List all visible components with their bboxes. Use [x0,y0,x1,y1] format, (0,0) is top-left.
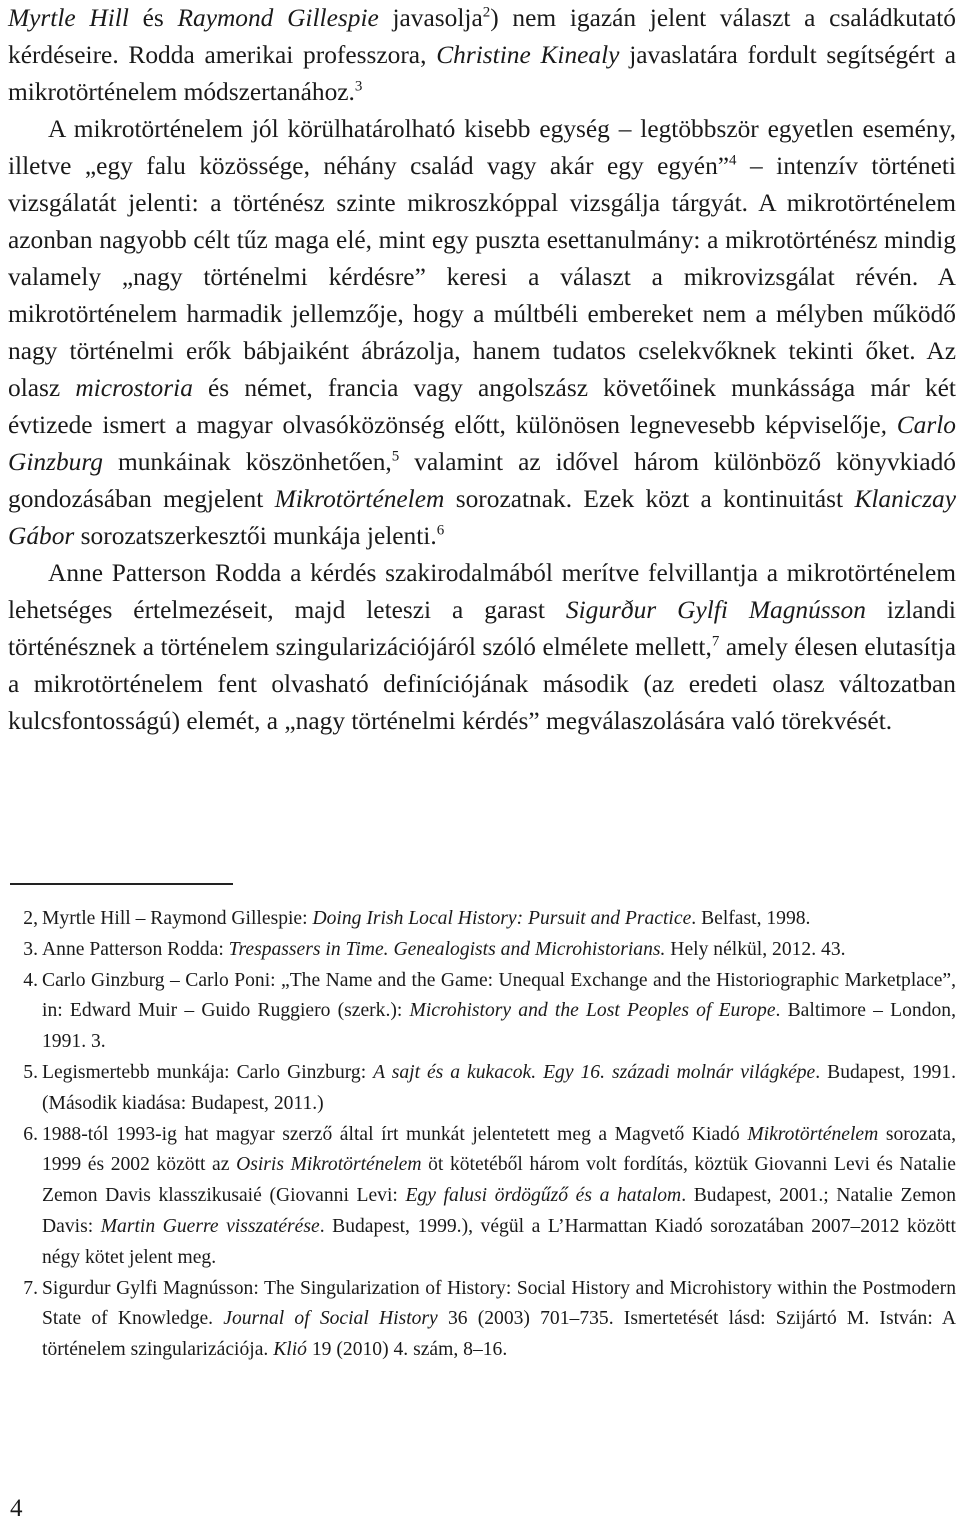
footnote-ref: 4 [729,152,737,169]
footnote-3: 3. Anne Patterson Rodda: Trespassers in Time. Genealogists and Microhistorians. Hely nélkül, 2012. 43. [0,935,956,966]
footnotes [0,904,956,1366]
footnote-ref: 5 [391,448,400,465]
footnote-ref: 3 [354,78,363,95]
footnote-number: 6. [23,1123,38,1145]
series-title: Osiris Mikrotörténelem [236,1154,422,1176]
series-title: Mikrotörténelem [747,1123,879,1145]
footnote-2: 2, Myrtle Hill – Raymond Gillespie: Doing Irish Local History: Pursuit and Practice. Belfast, 1998. [0,904,956,935]
book-title: A sajt és a kukacok. Egy 16. századi molnár világképe [373,1061,816,1083]
paragraph-1: Myrtle Hill és Raymond Gillespie javasolja$^2$) nem igazán jelent választ a családkutató kérdéseire. Rodda amerikai professzora, Christine Kinealy javaslatára fordult segítségért a mikrotörténelem módszertanához.$^3$ [8,4,956,106]
paragraph-2: A mikrotörténelem jól körülhatárolható kisebb egység – legtöbbször egyetlen esemény, illetve „egy falu közössége, néhány család vagy akár egy egyén”$^4$ – intenzív történeti vizsgálatát jelenti: a történész szinte mikroszkóppal vizsgálja tárgyát. A mikrotörténelem azonban nagyobb célt tűz maga elé, mint egy puszta esettanulmány: a mikrotörténész mindig valamely „nagy történelmi kérdésre” keresi a választ a mikrovizsgálat révén. A mikrotörténelem harmadik jellemzője, hogy a múltbéli embereket nem a mélyben működő nagy történelmi erők bábjaiként ábrázolja, hanem tudatos cselekvőknek tekinti őket. Az olasz microstoria és német, francia vagy angolszász követőinek munkássága már két évtizede ismert a magyar olvasóközönség előtt, különösen legnevesebb képviselője, Carlo Ginzburg munkáinak köszönhetően,$^5$ valamint az idővel három különböző könyvkiadó gondozásában megjelent Mikrotörténelem sorozatnak. Ezek közt a kontinuitást Klaniczay Gábor sorozatszerkesztői munkája jelenti.$^6$ [8,115,956,550]
book-title: Martin Guerre visszatérése [100,1215,320,1237]
book-title: Doing Irish Local History: Pursuit and Practice [312,908,692,929]
book-title: Microhistory and the Lost Peoples of Europe [409,1000,776,1022]
footnote-7: 7. Sigurdur Gylfi Magnússon: The Singularization of History: Social History and Microhistory within the Postmodern State of Knowledge. Journal of Social History 36 (2003) 701–735. Ismertetését lásd: Szijártó M. István: A történelem szingularizációja. Klió 19 (2010) 4. szám, 8–16. [0,1274,956,1366]
footnote-number: 3. [23,938,38,960]
footnote-number: 2, [23,908,38,929]
footnote-divider [10,883,233,885]
book-title: Egy falusi ördögűző és a hatalom [405,1185,682,1207]
footnote-ref: 7 [711,633,720,650]
book-title: Trespassers in Time. Genealogists and Microhistorians. [228,938,666,960]
footnote-ref: 2 [482,4,491,21]
author-name: Sigurður Gylfi Magnússon [565,596,866,624]
series-title: Mikrotörténelem [274,485,445,513]
footnote-number: 7. [23,1277,38,1299]
author-name: Raymond Gillespie [177,4,379,32]
footnote-4: 4. Carlo Ginzburg – Carlo Poni: „The Name and the Game: Unequal Exchange and the Historiographic Marketplace”, in: Edward Muir – Guido Ruggiero (szerk.): Microhistory and the Lost Peoples of Europe. Baltimore – London, 1991. 3. [0,966,956,1058]
author-name: Christine Kinealy [436,41,620,69]
footnote-number: 5. [23,1061,38,1083]
footnote-5: 5. Legismertebb munkája: Carlo Ginzburg: A sajt és a kukacok. Egy 16. századi molnár világképe. Budapest, 1991. (Második kiadása: Budapest, 2011.) [0,1058,956,1120]
journal-title: Klió [273,1339,307,1361]
page-number: 4 [10,1495,23,1522]
author-name: Myrtle Hill [8,4,129,32]
author-name: , Carlo Ginzburg [8,411,956,476]
footnote-6: 6. 1988-tól 1993-ig hat magyar szerző által írt munkát jelentetett meg a Magvető Kiadó Mikrotörténelem sorozata, 1999 és 2002 között az Osiris Mikrotörténelem öt kötetéből három volt fordítás, köztük Giovanni Levi és Natalie Zemon Davis klasszikusaié (Giovanni Levi: Egy falusi ördögűző és a hatalom. Budapest, 2001.; Natalie Zemon Davis: Martin Guerre visszatérése. Budapest, 1999.), végül a L’Harmattan Kiadó sorozatában 2007–2012 között négy kötet jelent meg. [0,1120,956,1274]
footnote-ref: 6 [436,522,445,539]
body-text [8,0,956,740]
author-name: Klaniczay Gábor [8,485,956,550]
paragraph-3: Anne Patterson Rodda a kérdés szakirodalmából merítve felvillantja a mikrotörténelem lehetséges értelmezéseit, majd leteszi a garast Sigurður Gylfi Magnússon izlandi történésznek a történelem szingularizációjáról szóló elmélete mellett,$^7$ amely élesen elutasítja a mikrotörténelem fent olvasható definíciójának második (az eredeti olasz változatban kulcsfontosságú) elemét, a „nagy történelmi kérdés” megválaszolására való törekvését. [8,559,956,735]
italic-term: microstoria [75,374,193,402]
footnote-number: 4. [23,969,38,991]
journal-title: Journal of Social History [223,1308,438,1330]
